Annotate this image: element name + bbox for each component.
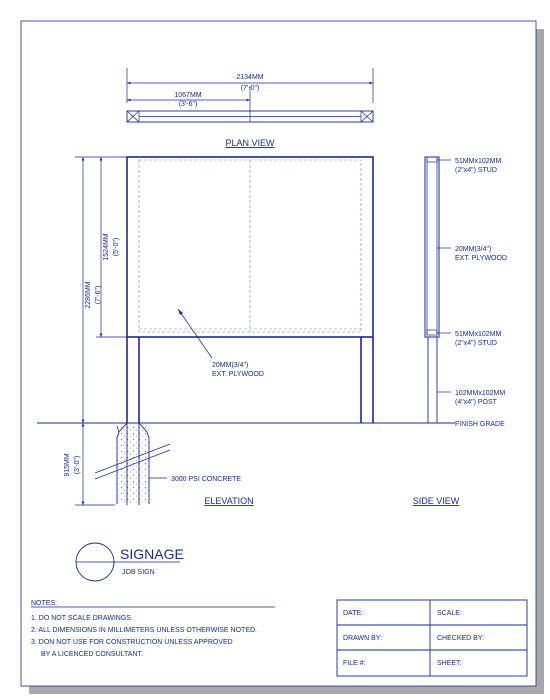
dim-embed-ft: (3'-0") — [74, 455, 81, 475]
finish-grade-label: FINISH GRADE — [455, 421, 505, 428]
post-size: 102MMx102MM — [455, 390, 506, 397]
plan-view-label: PLAN VIEW — [225, 138, 275, 148]
note-3: 3. DON NOT USE FOR CONSTRUCTION UNLESS APPROVED — [31, 639, 233, 646]
note-2: 2. ALL DIMENSIONS IN MILLIMETERS UNLESS OTHERWISE NOTED. — [31, 627, 257, 634]
plywood-label-type: EXT. PLYWOOD — [212, 371, 264, 378]
note-1: 1. DO NOT SCALE DRAWINGS. — [31, 615, 133, 622]
drawn-by-field: DRAWN BY: — [343, 635, 383, 642]
side-view-label: SIDE VIEW — [412, 496, 460, 506]
stud-bottom-type: (2"x4") STUD — [455, 340, 497, 347]
checked-by-field: CHECKED BY: — [437, 635, 485, 642]
dim-embed-mm: 915MM — [64, 453, 71, 477]
dim-panel-mm: 1524MM — [103, 233, 110, 261]
dim-panel-ft: (5'-0") — [113, 237, 120, 257]
stud-top-type: (2"x4") STUD — [455, 167, 497, 174]
side-plywood-type: EXT. PLYWOOD — [455, 255, 507, 262]
elevation-label: ELEVATION — [204, 496, 254, 506]
notes-heading: NOTES: — [31, 600, 58, 607]
page-border — [21, 21, 536, 686]
dim-half-mm: 1067MM — [174, 92, 202, 99]
note-3-cont: BY A LICENCED CONSULTANT. — [41, 651, 143, 658]
post-type: (4"x4") POST — [455, 399, 497, 406]
dim-total-ft: (7'-6") — [95, 285, 102, 305]
dim-total-mm: 2286MM — [85, 281, 92, 309]
stud-top-size: 51MMx102MM — [455, 158, 502, 165]
dim-overall-mm: 2134MM — [236, 74, 264, 81]
drawing-title: SIGNAGE — [120, 546, 184, 562]
stud-bottom-size: 51MMx102MM — [455, 331, 502, 338]
scale-field: SCALE: — [437, 610, 462, 617]
side-plywood-size: 20MM(3/4") — [455, 246, 492, 253]
concrete-label: 3000 PSI CONCRETE — [171, 476, 242, 483]
dim-overall-ft: (7'-0") — [240, 85, 260, 92]
sheet-field: SHEET: — [437, 660, 462, 667]
dim-half-ft: (3'-6") — [178, 101, 198, 108]
date-field: DATE: — [343, 610, 364, 617]
file-number-field: FILE #: — [343, 660, 366, 667]
drawing-subtitle: JOB SIGN — [122, 569, 155, 576]
plywood-label-size: 20MM(3/4") — [212, 362, 249, 369]
